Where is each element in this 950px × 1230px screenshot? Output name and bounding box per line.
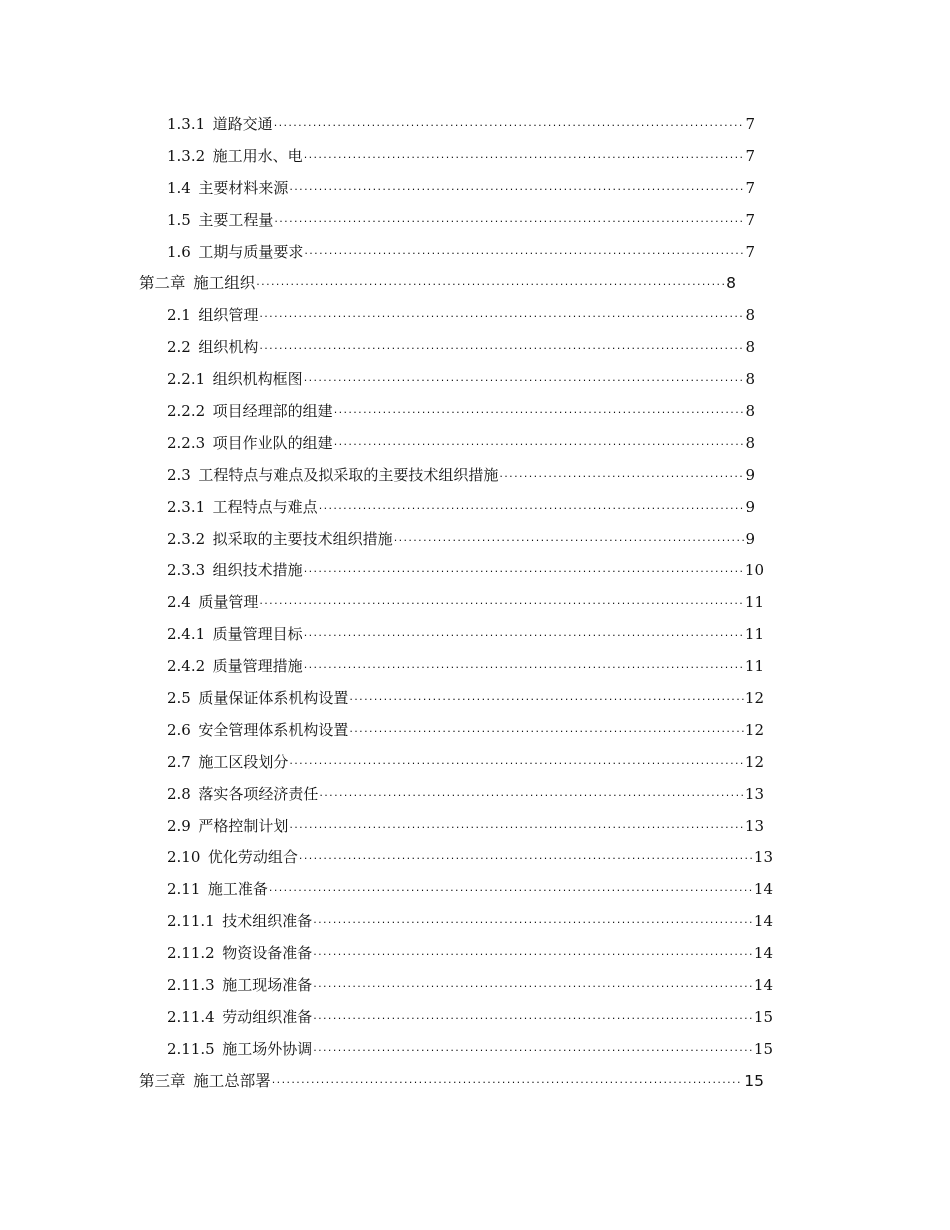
toc-section-entry[interactable] bbox=[0, 811, 764, 843]
toc-chapter-entry[interactable] bbox=[0, 268, 736, 300]
toc-entry-number: 2.4 bbox=[167, 593, 191, 612]
toc-entry-title: 组织技术措施 bbox=[212, 561, 303, 580]
toc-entry-title: 优化劳动组合 bbox=[207, 848, 298, 867]
toc-section-entry[interactable] bbox=[0, 715, 764, 747]
toc-dot-leader bbox=[334, 397, 745, 429]
toc-entry-title: 严格控制计划 bbox=[198, 816, 289, 835]
toc-entry-title: 组织管理 bbox=[198, 306, 259, 325]
toc-dot-leader bbox=[313, 1035, 753, 1067]
toc-page-number: 11 bbox=[744, 657, 764, 676]
toc-dot-leader bbox=[304, 652, 744, 684]
toc-entry-title: 施工现场准备 bbox=[222, 976, 313, 995]
toc-entry-title: 施工准备 bbox=[207, 880, 268, 899]
toc-page-number: 13 bbox=[744, 784, 764, 803]
toc-entry-number: 第二章 bbox=[139, 274, 186, 293]
toc-entry-number: 2.8 bbox=[167, 784, 191, 803]
toc-section-entry[interactable] bbox=[0, 874, 773, 906]
toc-page-number: 12 bbox=[744, 720, 764, 739]
toc-entry-number: 2.1 bbox=[167, 306, 191, 325]
toc-entry-number: 2.5 bbox=[167, 689, 191, 708]
toc-page-number: 10 bbox=[744, 561, 764, 580]
toc-entry-number: 第三章 bbox=[139, 1071, 186, 1090]
toc-entry-title: 拟采取的主要技术组织措施 bbox=[212, 529, 393, 548]
toc-dot-leader bbox=[304, 142, 745, 174]
toc-entry-title: 施工用水、电 bbox=[212, 146, 303, 165]
toc-section-entry[interactable] bbox=[0, 109, 755, 141]
toc-entry-title: 技术组织准备 bbox=[222, 912, 313, 931]
toc-dot-leader bbox=[313, 907, 753, 939]
toc-page-number: 14 bbox=[753, 912, 773, 931]
toc-entry-title: 项目作业队的组建 bbox=[212, 433, 333, 452]
toc-entry-number: 2.11.1 bbox=[167, 912, 215, 931]
toc-section-entry[interactable] bbox=[0, 587, 764, 619]
toc-entry-title: 项目经理部的组建 bbox=[212, 402, 333, 421]
toc-page-number: 12 bbox=[744, 689, 764, 708]
toc-dot-leader bbox=[256, 269, 725, 301]
toc-page-number: 14 bbox=[753, 976, 773, 995]
toc-entry-number: 1.5 bbox=[167, 210, 191, 229]
toc-section-entry[interactable] bbox=[0, 906, 773, 938]
toc-dot-leader bbox=[274, 110, 745, 142]
toc-entry-number: 2.3.2 bbox=[167, 529, 206, 548]
toc-entry-number: 2.11.2 bbox=[167, 944, 215, 963]
toc-page-number: 7 bbox=[745, 210, 755, 229]
toc-dot-leader bbox=[289, 748, 744, 780]
toc-entry-number: 2.4.2 bbox=[167, 657, 206, 676]
toc-page-number: 14 bbox=[753, 880, 773, 899]
toc-section-entry[interactable] bbox=[0, 970, 773, 1002]
toc-section-entry[interactable] bbox=[0, 205, 755, 237]
toc-dot-leader bbox=[349, 684, 744, 716]
toc-dot-leader bbox=[289, 174, 744, 206]
toc-page-number: 14 bbox=[753, 944, 773, 963]
toc-section-entry[interactable] bbox=[0, 747, 764, 779]
toc-page-number: 13 bbox=[744, 816, 764, 835]
toc-entry-number: 2.11.3 bbox=[167, 976, 215, 995]
toc-dot-leader bbox=[313, 1003, 753, 1035]
toc-page-number: 8 bbox=[745, 338, 755, 357]
toc-page-number: 11 bbox=[744, 593, 764, 612]
toc-entry-number: 1.3.2 bbox=[167, 146, 206, 165]
toc-dot-leader bbox=[259, 588, 744, 620]
table-of-contents bbox=[0, 109, 950, 1098]
toc-entry-number: 1.6 bbox=[167, 242, 191, 261]
toc-entry-title: 安全管理体系机构设置 bbox=[198, 720, 349, 739]
toc-section-entry[interactable] bbox=[0, 428, 755, 460]
toc-dot-leader bbox=[319, 780, 744, 812]
toc-entry-number: 2.11.5 bbox=[167, 1039, 215, 1058]
toc-entry-title: 质量保证体系机构设置 bbox=[198, 689, 349, 708]
toc-section-entry[interactable] bbox=[0, 524, 755, 556]
toc-dot-leader bbox=[259, 301, 744, 333]
toc-entry-number: 2.2.3 bbox=[167, 433, 206, 452]
toc-entry-title: 主要材料来源 bbox=[198, 178, 289, 197]
toc-section-entry[interactable] bbox=[0, 683, 764, 715]
toc-page-number: 8 bbox=[745, 306, 755, 325]
toc-chapter-entry[interactable] bbox=[0, 1066, 764, 1098]
toc-entry-title: 劳动组织准备 bbox=[222, 1007, 313, 1026]
toc-section-entry[interactable] bbox=[0, 938, 773, 970]
toc-entry-number: 2.7 bbox=[167, 752, 191, 771]
toc-dot-leader bbox=[299, 843, 753, 875]
toc-dot-leader bbox=[274, 206, 744, 238]
toc-entry-title: 施工总部署 bbox=[193, 1071, 271, 1090]
toc-page-number: 7 bbox=[745, 178, 755, 197]
toc-entry-number: 2.11.4 bbox=[167, 1007, 215, 1026]
toc-section-entry[interactable] bbox=[0, 555, 764, 587]
toc-entry-title: 工程特点与难点及拟采取的主要技术组织措施 bbox=[198, 465, 499, 484]
toc-entry-title: 施工场外协调 bbox=[222, 1039, 313, 1058]
toc-section-entry[interactable] bbox=[0, 237, 755, 269]
toc-entry-title: 组织机构 bbox=[198, 338, 259, 357]
toc-page-number: 7 bbox=[745, 115, 755, 133]
toc-entry-number: 2.2 bbox=[167, 338, 191, 357]
toc-dot-leader bbox=[304, 620, 744, 652]
toc-page-number: 13 bbox=[753, 848, 773, 867]
toc-page-number: 9 bbox=[745, 497, 755, 516]
toc-dot-leader bbox=[319, 493, 745, 525]
toc-section-entry[interactable] bbox=[0, 173, 755, 205]
toc-dot-leader bbox=[313, 971, 753, 1003]
toc-page-number: 15 bbox=[753, 1039, 773, 1058]
toc-dot-leader bbox=[269, 875, 753, 907]
toc-entry-number: 2.3.1 bbox=[167, 497, 206, 516]
toc-dot-leader bbox=[304, 365, 745, 397]
toc-entry-number: 2.2.1 bbox=[167, 370, 206, 389]
toc-entry-number: 1.4 bbox=[167, 178, 191, 197]
toc-section-entry[interactable] bbox=[0, 364, 755, 396]
toc-page-number: 12 bbox=[744, 752, 764, 771]
toc-dot-leader bbox=[304, 238, 744, 270]
toc-dot-leader bbox=[349, 716, 744, 748]
toc-entry-number: 2.6 bbox=[167, 720, 191, 739]
toc-dot-leader bbox=[272, 1067, 743, 1099]
toc-section-entry[interactable] bbox=[0, 492, 755, 524]
toc-section-entry[interactable] bbox=[0, 619, 764, 651]
toc-entry-number: 2.3.3 bbox=[167, 561, 206, 580]
toc-section-entry[interactable] bbox=[0, 842, 773, 874]
toc-entry-title: 质量管理 bbox=[198, 593, 259, 612]
toc-section-entry[interactable] bbox=[0, 651, 764, 683]
toc-page-number: 9 bbox=[745, 465, 755, 484]
toc-dot-leader bbox=[304, 556, 744, 588]
toc-dot-leader bbox=[334, 429, 745, 461]
toc-page-number: 7 bbox=[745, 242, 755, 261]
toc-entry-number: 2.2.2 bbox=[167, 402, 206, 421]
toc-entry-number: 2.4.1 bbox=[167, 625, 206, 644]
toc-page-number: 8 bbox=[726, 274, 736, 293]
toc-dot-leader bbox=[289, 812, 744, 844]
toc-section-entry[interactable] bbox=[0, 332, 755, 364]
toc-page-number: 7 bbox=[745, 146, 755, 165]
toc-entry-title: 组织机构框图 bbox=[212, 370, 303, 389]
toc-entry-number: 2.11 bbox=[167, 880, 201, 899]
toc-page-number: 11 bbox=[744, 625, 764, 644]
toc-entry-title: 质量管理目标 bbox=[212, 625, 303, 644]
toc-entry-number: 2.3 bbox=[167, 465, 191, 484]
toc-dot-leader bbox=[499, 461, 744, 493]
toc-page-number: 15 bbox=[753, 1007, 773, 1026]
toc-dot-leader bbox=[259, 333, 744, 365]
toc-entry-title: 道路交通 bbox=[212, 115, 273, 133]
toc-section-entry[interactable] bbox=[0, 396, 755, 428]
toc-entry-title: 质量管理措施 bbox=[212, 657, 303, 676]
toc-section-entry[interactable] bbox=[0, 1002, 773, 1034]
toc-section-entry[interactable] bbox=[0, 141, 755, 173]
toc-section-entry[interactable] bbox=[0, 300, 755, 332]
toc-entry-title: 落实各项经济责任 bbox=[198, 784, 319, 803]
toc-dot-leader bbox=[313, 939, 753, 971]
toc-section-entry[interactable] bbox=[0, 460, 755, 492]
toc-section-entry[interactable] bbox=[0, 779, 764, 811]
toc-section-entry[interactable] bbox=[0, 1034, 773, 1066]
toc-entry-number: 1.3.1 bbox=[167, 115, 206, 133]
toc-entry-title: 主要工程量 bbox=[198, 210, 274, 229]
toc-dot-leader bbox=[394, 525, 745, 557]
toc-page-number: 15 bbox=[744, 1071, 764, 1090]
toc-entry-title: 物资设备准备 bbox=[222, 944, 313, 963]
toc-entry-number: 2.9 bbox=[167, 816, 191, 835]
toc-page-number: 8 bbox=[745, 402, 755, 421]
toc-entry-title: 工期与质量要求 bbox=[198, 242, 304, 261]
toc-entry-title: 施工区段划分 bbox=[198, 752, 289, 771]
toc-entry-title: 工程特点与难点 bbox=[212, 497, 318, 516]
toc-page-number: 8 bbox=[745, 370, 755, 389]
toc-entry-number: 2.10 bbox=[167, 848, 201, 867]
toc-page-number: 8 bbox=[745, 433, 755, 452]
toc-entry-title: 施工组织 bbox=[193, 274, 256, 293]
toc-page-number: 9 bbox=[745, 529, 755, 548]
